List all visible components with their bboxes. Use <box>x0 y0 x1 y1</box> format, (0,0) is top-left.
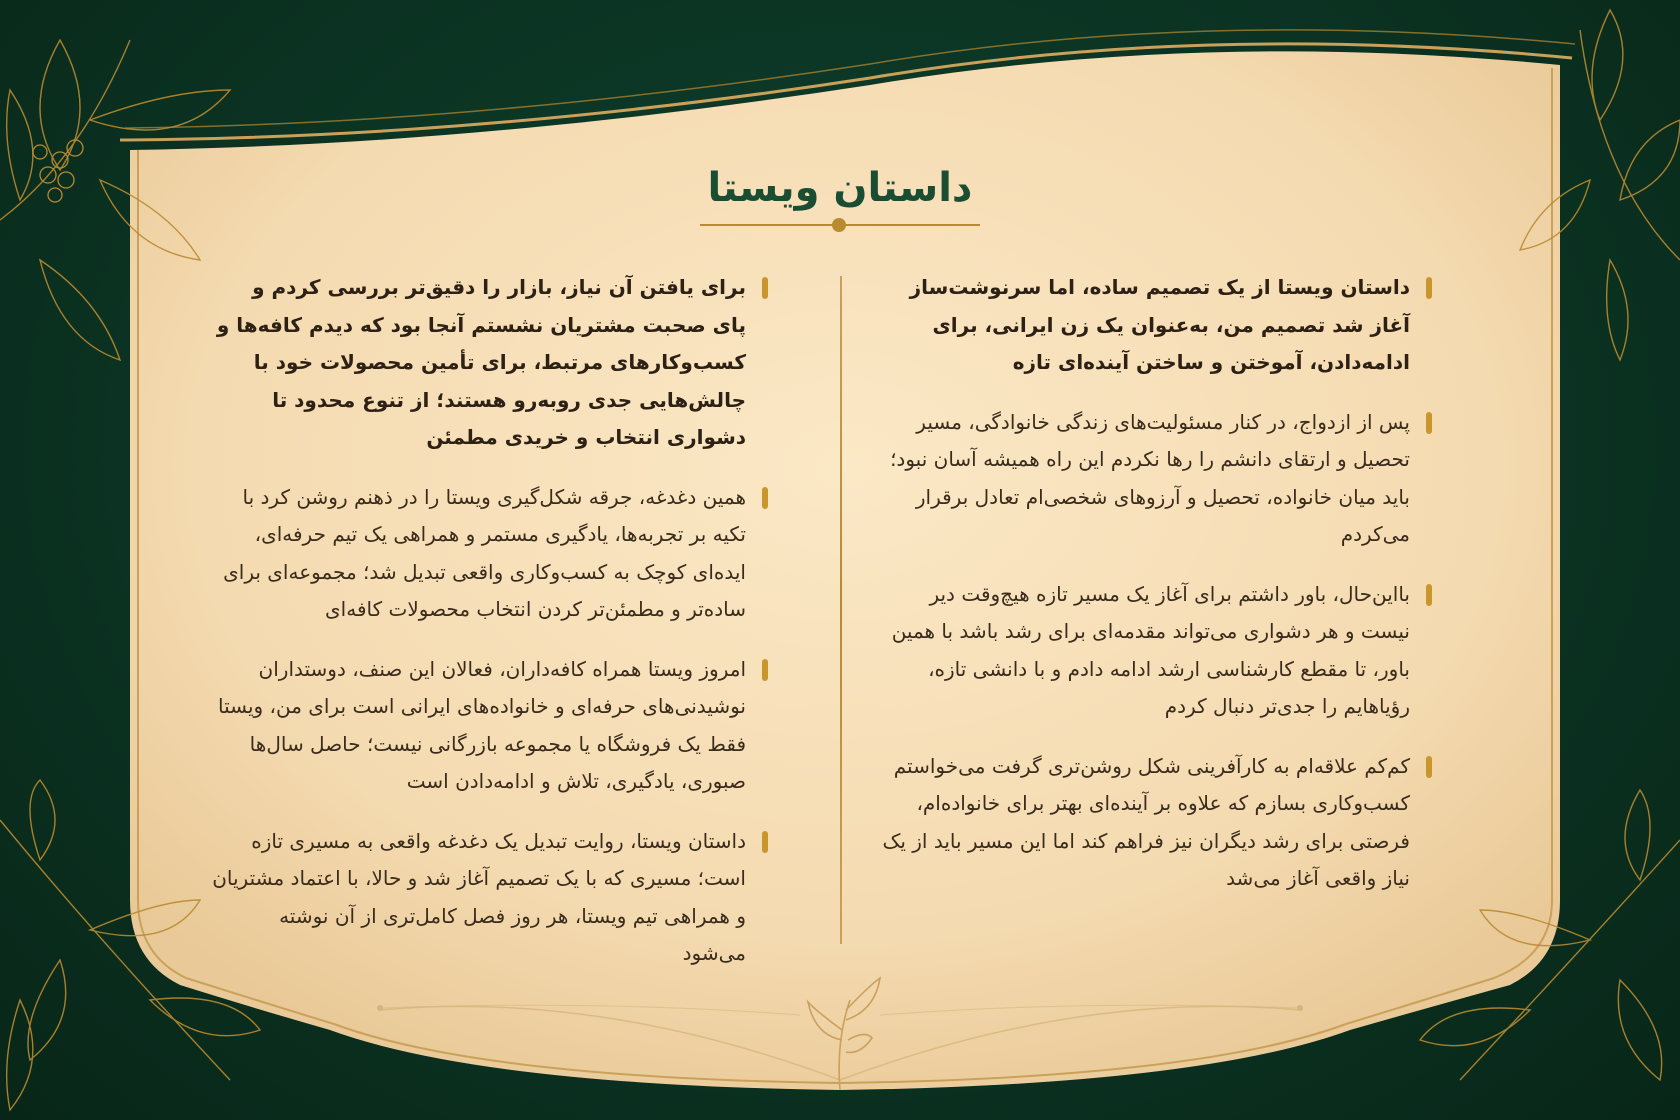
paragraph-text: داستان ویستا، روایت تبدیل یک دغدغه واقعی به مسیری تازه است؛ مسیری که با یک تصمیم آغاز شد و حالا، با اعتماد مشتریان و همراهی تیم ویستا، هر روز فصل کامل‌تری از آن نوشته می‌شود <box>212 828 746 965</box>
paragraph <box>880 269 1432 382</box>
bullet-marker <box>1426 584 1432 606</box>
left-column <box>212 269 768 995</box>
bullet-marker <box>762 277 768 299</box>
paragraph <box>880 576 1432 726</box>
paragraph <box>212 651 768 801</box>
right-column <box>880 269 1432 920</box>
bullet-marker <box>1426 277 1432 299</box>
paragraph <box>880 404 1432 554</box>
paragraph <box>212 479 768 629</box>
bullet-marker <box>762 487 768 509</box>
coffee-berry-icon <box>33 140 83 202</box>
paragraph-text: کم‌کم علاقه‌ام به کارآفرینی شکل روشن‌تری گرفت می‌خواستم کسب‌وکاری بسازم که علاوه بر آینده‌ای بهتر برای خانواده‌ام، فرصتی برای رشد دیگران نیز فراهم کند اما این مسیر باید از یک نیاز واقعی آغاز می‌شد <box>882 753 1410 890</box>
paragraph-text: همین دغدغه، جرقه شکل‌گیری ویستا را در ذهنم روشن کرد با تکیه بر تجربه‌ها، یادگیری مستمر و همراهی یک تیم حرفه‌ای، ایده‌ای کوچک به کسب‌وکاری واقعی تبدیل شد؛ مجموعه‌ای برای ساده‌تر و مطمئن‌تر کردن انتخاب محصولات کافه‌ای <box>223 484 746 621</box>
paragraph-text: امروز ویستا همراه کافه‌داران، فعالان این صنف، دوستداران نوشیدنی‌های حرفه‌ای و خانواده‌های ایرانی است برای من، ویستا فقط یک فروشگاه یا مجموعه بازرگانی نیست؛ حاصل سال‌ها صبوری، یادگیری، تلاش و ادامه‌دادن است <box>217 656 746 793</box>
title-ornament-dot <box>832 218 846 232</box>
paragraph-text: بااین‌حال، باور داشتم برای آغاز یک مسیر تازه هیچ‌وقت دیر نیست و هر دشواری می‌تواند مقدمه‌ای برای رشد باشد با همین باور، تا مقطع کارشناسی ارشد ادامه دادم و با دانشی تازه، رؤیاهایم را جدی‌تر دنبال کردم <box>891 581 1410 718</box>
bullet-marker <box>1426 412 1432 434</box>
paragraph <box>212 269 768 457</box>
paragraph <box>212 823 768 973</box>
bullet-marker <box>762 831 768 853</box>
column-divider <box>840 276 842 944</box>
bullet-marker <box>1426 756 1432 778</box>
bullet-marker <box>762 659 768 681</box>
paragraph-text: برای یافتن آن نیاز، بازار را دقیق‌تر بررسی کردم و پای صحبت مشتریان نشستم آنجا بود که دیدم کافه‌ها و کسب‌وکارهای مرتبط، برای تأمین محصولات خود با چالش‌هایی جدی روبه‌رو هستند؛ از تنوع محدود تا دشواری انتخاب و خریدی مطمئن <box>216 275 746 449</box>
page-title: داستان ویستا <box>707 165 973 211</box>
paragraph-text: داستان ویستا از یک تصمیم ساده، اما سرنوشت‌ساز آغاز شد تصمیم من، به‌عنوان یک زن ایرانی، برای ادامه‌دادن، آموختن و ساختن آینده‌ای تازه <box>909 275 1410 374</box>
paragraph-text: پس از ازدواج، در کنار مسئولیت‌های زندگی خانوادگی، مسیر تحصیل و ارتقای دانشم را رها نکردم این راه همیشه آسان نبود؛ باید میان خانواده، تحصیل و آرزوهای شخصی‌ام تعادل برقرار می‌کردم <box>890 409 1410 546</box>
paragraph <box>880 748 1432 898</box>
